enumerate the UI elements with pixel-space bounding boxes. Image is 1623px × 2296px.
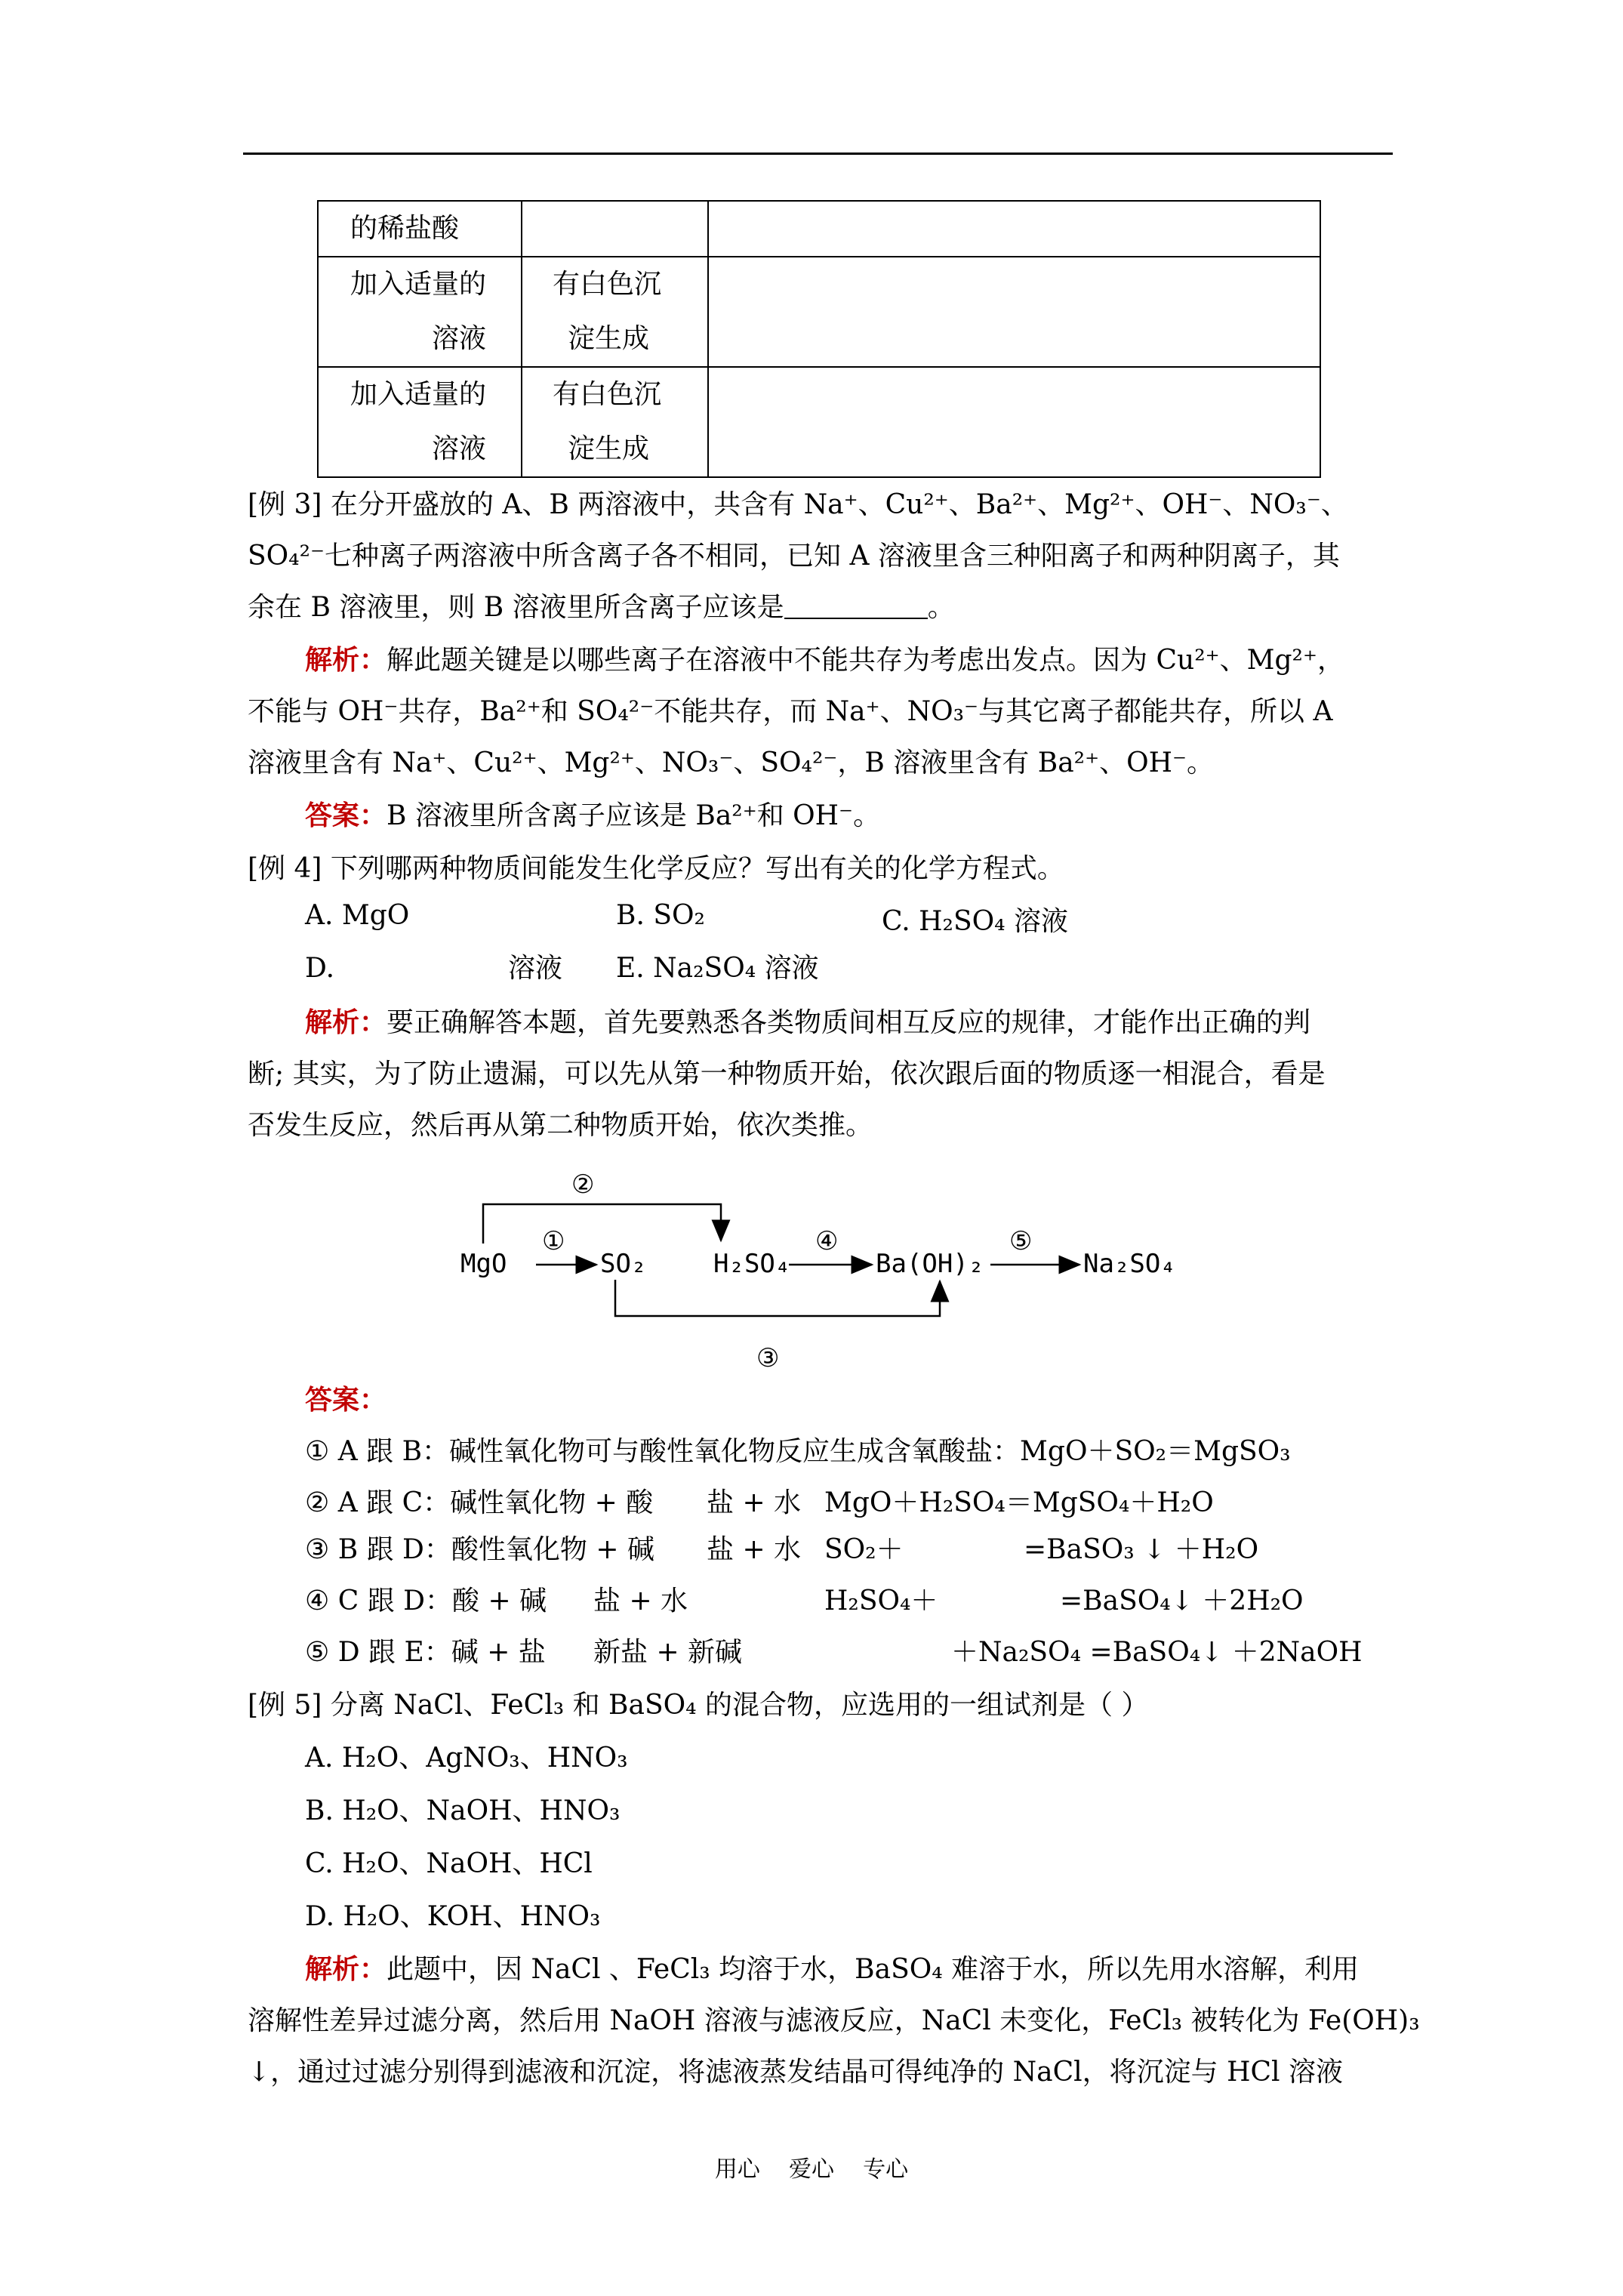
reaction-5-equation: ＋Na₂SO₄ =BaSO₄↓ ＋2NaOH <box>951 1637 1363 1668</box>
label-3: ③ <box>756 1343 780 1373</box>
example-4-title: [例 4] 下列哪两种物质间能发生化学反应？写出有关的化学方程式。 <box>248 853 1064 884</box>
reaction-3-equation-left: SO₂＋ <box>824 1534 904 1565</box>
example-3-analysis-3: 溶液里含有 Na⁺、Cu²⁺、Mg²⁺、NO₃⁻、SO₄²⁻，B 溶液里含有 Ba²⁺、OH⁻。 <box>248 747 1215 778</box>
table-cell <box>522 201 708 257</box>
reaction-3-product: 盐 + 水 <box>707 1534 802 1565</box>
reaction-diagram <box>453 1159 1208 1378</box>
label-1: ① <box>542 1226 565 1256</box>
node-na2so4: Na₂SO₄ <box>1083 1249 1176 1279</box>
example-4-analysis-3: 否发生反应，然后再从第二种物质开始，依次类推。 <box>248 1110 873 1141</box>
example-3-line-2: SO₄²⁻七种离子两溶液中所含离子各不相同，已知 A 溶液里含三种阳离子和两种阴离子，其 <box>248 541 1340 572</box>
example-4-analysis-1: 解析：要正确解答本题，首先要熟悉各类物质间相互反应的规律，才能作出正确的判 <box>305 1006 1311 1038</box>
table-row <box>318 257 1320 367</box>
node-mgo: MgO <box>460 1249 507 1279</box>
reaction-4-equation-right: =BaSO₄↓ ＋2H₂O <box>1060 1586 1304 1616</box>
reaction-2-rule: ② A 跟 C：碱性氧化物 + 酸 <box>305 1487 654 1518</box>
example-4-answer-label: 答案： <box>305 1384 387 1416</box>
node-so2: SO₂ <box>600 1249 647 1279</box>
reagent-table <box>317 200 1321 478</box>
table-cell <box>708 367 1320 477</box>
table-row <box>318 201 1320 257</box>
option-b: B. H₂O、NaOH、HNO₃ <box>305 1795 621 1826</box>
table-cell: 加入适量的 溶液 <box>318 367 522 477</box>
option-d: D. H₂O、KOH、HNO₃ <box>305 1901 601 1932</box>
table-cell: 加入适量的 溶液 <box>318 257 522 367</box>
label-4: ④ <box>815 1226 839 1256</box>
reaction-3-equation-right: =BaSO₃ ↓ ＋H₂O <box>1024 1534 1259 1565</box>
label-2: ② <box>571 1170 595 1200</box>
answer-blank <box>784 595 928 619</box>
arrow-2 <box>483 1204 721 1244</box>
example-3-line-3: 余在 B 溶液里，则 B 溶液里所含离子应该是 。 <box>248 592 955 623</box>
example-4-analysis-2: 断; 其实，为了防止遗漏，可以先从第一种物质开始，依次跟后面的物质逐一相混合，看是 <box>248 1059 1326 1089</box>
option-c: C. H₂SO₄ 溶液 <box>882 906 1069 937</box>
table-cell: 的稀盐酸 <box>318 201 522 257</box>
table-cell: 有白色沉 淀生成 <box>522 257 708 367</box>
example-5-title: [例 5] 分离 NaCl、FeCl₃ 和 BaSO₄ 的混合物，应选用的一组试剂是（ ） <box>248 1690 1149 1721</box>
reaction-2-product: 盐 + 水 <box>707 1487 802 1518</box>
arrow-3 <box>615 1280 940 1316</box>
label-5: ⑤ <box>1009 1226 1033 1256</box>
reaction-4-rule: ④ C 跟 D：酸 + 碱 <box>305 1586 547 1616</box>
page-footer: 用心 爱心 专心 <box>714 2156 909 2183</box>
table-cell: 有白色沉 淀生成 <box>522 367 708 477</box>
option-a: A. MgO <box>305 900 410 931</box>
example-5-analysis-2: 溶解性差异过滤分离，然后用 NaOH 溶液与滤液反应，NaCl 未变化，FeCl₃ 被转化为 Fe(OH)₃ <box>248 2005 1420 2036</box>
example-5-analysis-1: 解析：此题中，因 NaCl 、FeCl₃ 均溶于水，BaSO₄ 难溶于水，所以先用水溶解，利用 <box>305 1953 1360 1985</box>
option-b: B. SO₂ <box>616 900 705 931</box>
example-3-analysis-1: 解析：解此题关键是以哪些离子在溶液中不能共存为考虑出发点。因为 Cu²⁺、Mg²⁺， <box>305 644 1344 676</box>
node-h2so4: H₂SO₄ <box>713 1249 791 1279</box>
node-baoh2: Ba(OH)₂ <box>876 1249 984 1279</box>
option-c: C. H₂O、NaOH、HCl <box>305 1848 593 1879</box>
table-row <box>318 367 1320 477</box>
reaction-3-rule: ③ B 跟 D：酸性氧化物 + 碱 <box>305 1534 654 1565</box>
example-3-answer: 答案：B 溶液里所含离子应该是 Ba²⁺和 OH⁻。 <box>305 800 881 831</box>
example-5-analysis-3: ↓，通过过滤分别得到滤液和沉淀，将滤液蒸发结晶可得纯净的 NaCl，将沉淀与 HCl 溶液 <box>248 2057 1343 2088</box>
table-cell <box>708 257 1320 367</box>
option-a: A. H₂O、AgNO₃、HNO₃ <box>305 1743 628 1774</box>
option-d: D. 溶液 <box>305 953 563 984</box>
reaction-5-rule: ⑤ D 跟 E：碱 + 盐 <box>305 1637 546 1668</box>
example-3-analysis-2: 不能与 OH⁻共存，Ba²⁺和 SO₄²⁻不能共存，而 Na⁺、NO₃⁻与其它离子都能共存，所以 A <box>248 696 1333 727</box>
reaction-1: ① A 跟 B：碱性氧化物可与酸性氧化物反应生成含氧酸盐：MgO＋SO₂＝MgSO₃ <box>305 1436 1291 1467</box>
option-e: E. Na₂SO₄ 溶液 <box>616 953 819 984</box>
example-3-line-1: [例 3] 在分开盛放的 A、B 两溶液中，共含有 Na⁺、Cu²⁺、Ba²⁺、Mg²⁺、OH⁻、NO₃⁻、 <box>248 489 1348 520</box>
reaction-5-product: 新盐 + 新碱 <box>593 1637 743 1668</box>
reaction-4-product: 盐 + 水 <box>593 1586 688 1616</box>
reaction-2-equation: MgO＋H₂SO₄＝MgSO₄＋H₂O <box>824 1487 1214 1518</box>
table-cell <box>708 201 1320 257</box>
reaction-4-equation-left: H₂SO₄＋ <box>824 1586 938 1616</box>
